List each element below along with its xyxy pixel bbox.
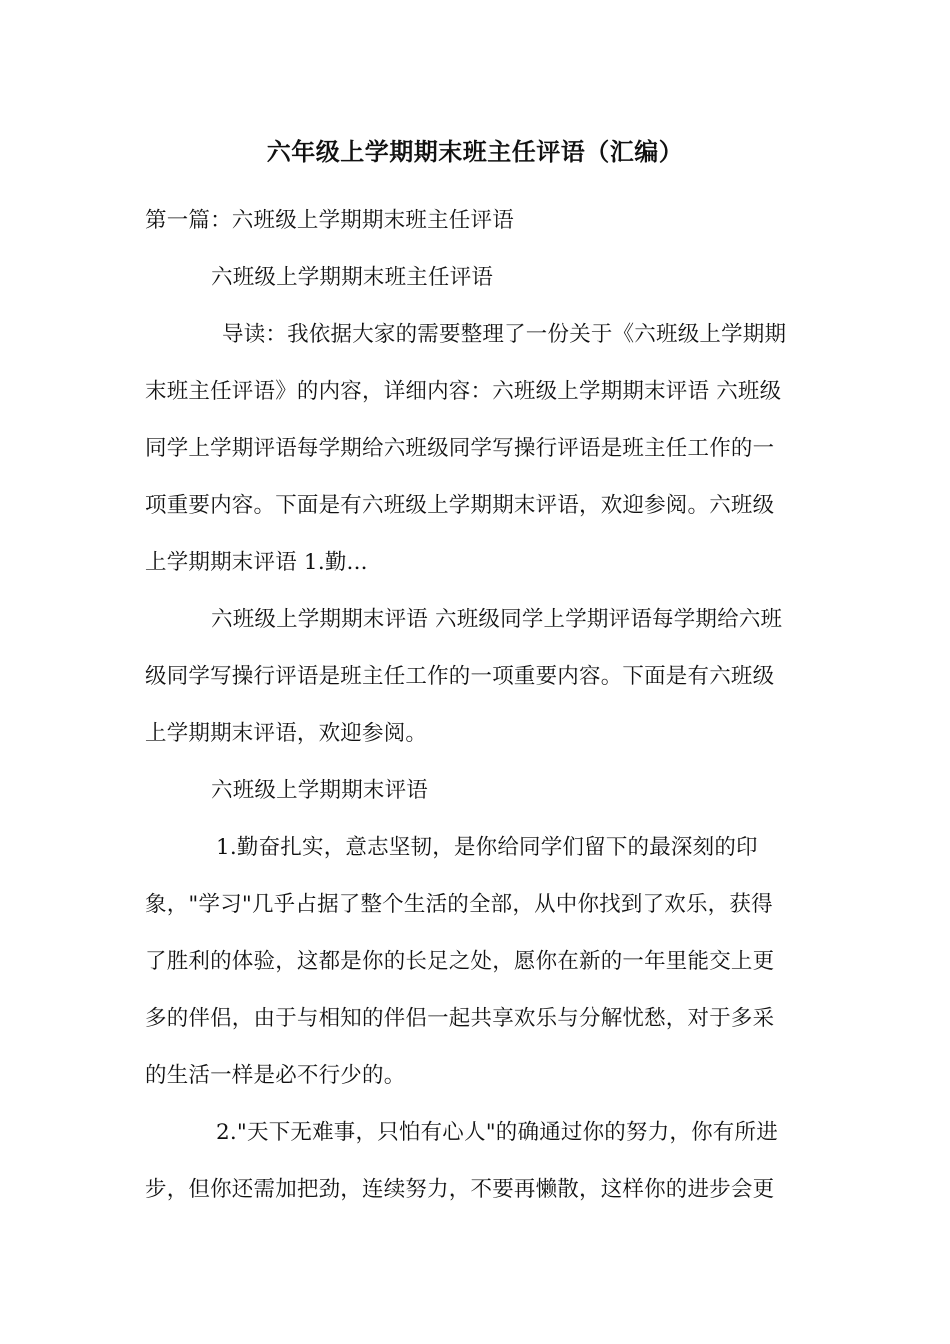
paragraph-line: 象，"学习"几乎占据了整个生活的全部，从中你找到了欢乐，获得	[145, 892, 773, 917]
paragraph-line: 步，但你还需加把劲，连续努力，不要再懒散，这样你的进步会更	[145, 1177, 775, 1202]
paragraph-line: 六班级上学期期末评语 六班级同学上学期评语每学期给六班	[211, 607, 783, 632]
paragraph-line: 上学期期末评语 1.勤...	[145, 550, 368, 575]
paragraph-line: 多的伴侣，由于与相知的伴侣一起共享欢乐与分解忧愁，对于多采	[145, 1006, 775, 1031]
paragraph-line: 的生活一样是必不行少的。	[145, 1063, 406, 1088]
paragraph-line: 同学上学期评语每学期给六班级同学写操行评语是班主任工作的一	[145, 436, 775, 461]
paragraph-line: 级同学写操行评语是班主任工作的一项重要内容。下面是有六班级	[145, 664, 775, 689]
document-title: 六年级上学期期末班主任评语（汇编）	[266, 137, 684, 166]
paragraph-line: 末班主任评语》的内容，详细内容：六班级上学期期末评语 六班级	[145, 379, 782, 404]
paragraph-line: 1.勤奋扎实，意志坚韧，是你给同学们留下的最深刻的印	[216, 835, 758, 860]
paragraph-line: 导读：我依据大家的需要整理了一份关于《六班级上学期期	[222, 322, 787, 347]
paragraph-line: 2."天下无难事，只怕有心人"的确通过你的努力，你有所进	[216, 1120, 778, 1145]
subheading: 六班级上学期期末班主任评语	[211, 265, 494, 290]
paragraph-line: 项重要内容。下面是有六班级上学期期末评语，欢迎参阅。六班级	[145, 493, 775, 518]
paragraph-line: 了胜利的体验，这都是你的长足之处，愿你在新的一年里能交上更	[145, 949, 775, 974]
section-heading: 第一篇：六班级上学期期末班主任评语	[145, 208, 514, 233]
subheading: 六班级上学期期末评语	[211, 778, 429, 803]
paragraph-line: 上学期期末评语，欢迎参阅。	[145, 721, 428, 746]
